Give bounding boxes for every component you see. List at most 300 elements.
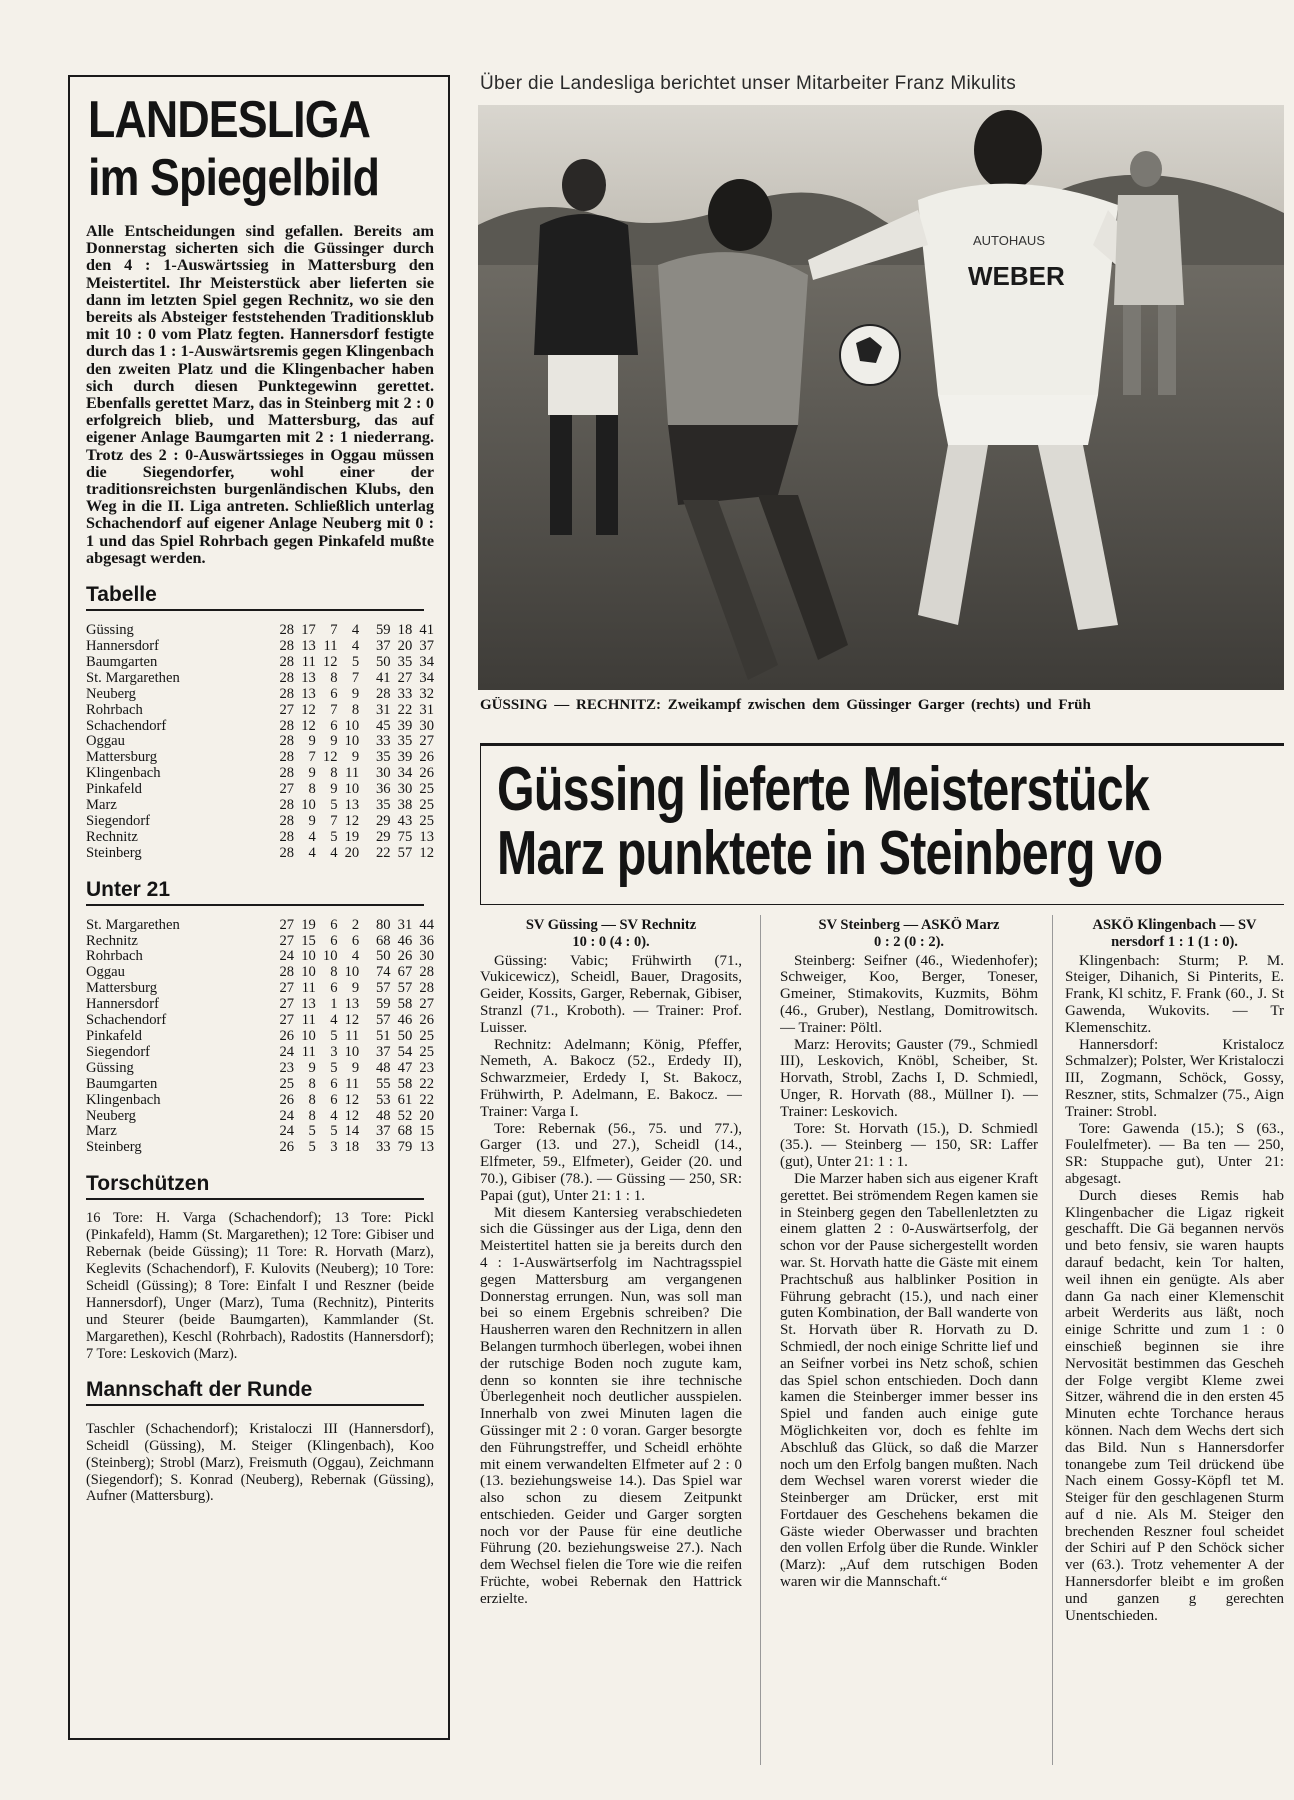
cell-gap — [359, 1045, 369, 1061]
stat-l: 12 — [344, 1107, 360, 1124]
table-row — [86, 798, 434, 814]
cell-gap — [359, 981, 369, 997]
cell-gap — [359, 1061, 369, 1077]
standings-table — [86, 623, 434, 862]
stat-p: 28 — [279, 812, 295, 829]
cell-gap — [359, 1109, 369, 1125]
stat-l: 11 — [345, 1075, 360, 1092]
cell-gap — [359, 798, 369, 814]
stat-ga: 54 — [397, 1043, 413, 1060]
stat-w: 9 — [308, 733, 316, 750]
report-guessing-rechnitz — [480, 917, 742, 1777]
stat-gf: 55 — [375, 1075, 391, 1092]
stat-ga: 61 — [397, 1091, 413, 1108]
stat-l: 10 — [344, 717, 360, 734]
cell-gap — [359, 623, 369, 639]
cell-gap — [359, 719, 369, 735]
stat-pts: 28 — [419, 980, 434, 997]
stat-ga: 22 — [397, 701, 413, 718]
stat-l: 10 — [344, 1043, 360, 1060]
team-name: Steinberg — [86, 1139, 142, 1156]
cell-gap — [359, 687, 369, 703]
stat-d: 6 — [330, 916, 338, 933]
stat-d: 8 — [330, 964, 338, 981]
team-name: Neuberg — [86, 1107, 136, 1124]
team-name: Baumgarten — [86, 1075, 158, 1092]
stat-gf: 30 — [375, 765, 391, 782]
stat-ga: 58 — [397, 996, 413, 1013]
stat-ga: 26 — [397, 948, 413, 965]
table-row — [86, 766, 434, 782]
team-name: St. Margarethen — [86, 916, 180, 933]
stat-d: 6 — [330, 1091, 338, 1108]
table-row — [86, 1093, 434, 1109]
stat-d: 3 — [330, 1043, 338, 1060]
cell-gap — [359, 1093, 369, 1109]
cell-gap — [359, 830, 369, 846]
stat-w: 11 — [301, 653, 316, 670]
stat-d: 4 — [330, 844, 338, 861]
stat-pts: 31 — [419, 701, 434, 718]
stat-w: 13 — [301, 637, 316, 654]
table-row — [86, 830, 434, 846]
stat-l: 12 — [344, 1012, 360, 1029]
team-name: Pinkafeld — [86, 781, 142, 798]
stat-pts: 30 — [419, 717, 434, 734]
cell-gap — [359, 639, 369, 655]
stat-pts: 34 — [419, 669, 434, 686]
stat-w: 19 — [301, 916, 316, 933]
stat-ga: 47 — [397, 1059, 413, 1076]
sidebar-intro: Alle Entscheidungen sind gefallen. Bereits am Donnerstag sicherten sich die Güssinger durch den 4 : 1-Auswärtssieg in Mattersburg den Meistertitel. Ihr Meisterstück aber lieferten sie dann im letzten Spiel gegen Rechnitz, wo sie den bereits als Absteiger feststehenden Traditionsklub mit 10 : 0 vom Platz fegten. Hannersdorf festigte durch das 1 : 1-Auswärtsremis gegen Klingenbach den zweiten Platz und die Klingenbacher haben sich durch diesen Punktegewinn gerettet. Ebenfalls gerettet Marz, das in Steinberg mit 2 : 0 erfolgreich blieb, und Mattersburg, das auf eigener Anlage Baumgarten mit 2 : 1 niederrang. Trotz des 2 : 0-Auswärtssieges in Oggau müssen die Siegendorfer, wohl einer der traditionsreichsten burgenländischen Klubs, den Weg in die II. Liga antreten. Schließlich unterlag Schachendorf auf eigener Anlage Neuberg mit 0 : 1 und das Spiel Rohrbach gegen Pinkafeld mußte abgesagt werden. — [86, 222, 434, 567]
stat-l: 8 — [351, 701, 360, 718]
table-row — [86, 846, 434, 862]
stat-p: 28 — [279, 844, 295, 861]
table-row — [86, 1077, 434, 1093]
cell-gap — [359, 1124, 369, 1140]
stat-p: 27 — [279, 932, 295, 949]
stat-gf: 33 — [375, 733, 391, 750]
stat-w: 5 — [308, 1123, 316, 1140]
stat-gf: 35 — [375, 797, 391, 814]
stat-p: 28 — [279, 717, 295, 734]
column-rule — [1052, 915, 1053, 1765]
team-name: Marz — [86, 797, 117, 814]
stat-d: 4 — [330, 1012, 338, 1029]
stat-w: 11 — [301, 1012, 316, 1029]
stat-gf: 37 — [375, 637, 391, 654]
shirt-sponsor: WEBER — [968, 261, 1065, 291]
stat-d: 5 — [330, 828, 338, 845]
cell-gap — [359, 671, 369, 687]
stat-l: 5 — [351, 653, 360, 670]
stat-d: 11 — [323, 637, 338, 654]
cell-gap — [359, 949, 369, 965]
stat-gf: 50 — [375, 948, 391, 965]
match-heading: SV Güssing — SV Rechnitz 10 : 0 (4 : 0). — [525, 917, 697, 950]
table-row — [86, 1124, 434, 1140]
table-row — [86, 918, 434, 934]
stat-pts: 25 — [419, 1028, 434, 1044]
stat-d: 5 — [330, 1028, 338, 1044]
stat-d: 12 — [322, 653, 338, 670]
stat-w: 11 — [301, 1043, 316, 1060]
stat-gf: 41 — [375, 669, 391, 686]
table-row — [86, 814, 434, 830]
cell-gap — [359, 1013, 369, 1029]
stat-l: 9 — [351, 1059, 360, 1076]
stat-gf: 45 — [375, 717, 391, 734]
stat-d: 8 — [330, 669, 338, 686]
stat-gf: 29 — [375, 812, 391, 829]
stat-ga: 57 — [397, 844, 413, 861]
stat-w: 12 — [301, 717, 316, 734]
stat-l: 12 — [344, 812, 360, 829]
stat-d: 5 — [330, 797, 338, 814]
stat-ga: 50 — [397, 1028, 413, 1044]
byline: Über die Landesliga berichtet unser Mitarbeiter Franz Mikulits — [480, 73, 1017, 94]
cell-gap — [359, 734, 369, 750]
stat-gf: 22 — [375, 844, 391, 861]
stat-p: 27 — [279, 701, 295, 718]
sidebar-title: LANDESLIGA im Spiegelbild — [88, 91, 380, 207]
team-name: Mattersburg — [86, 749, 158, 766]
stat-w: 11 — [301, 980, 316, 997]
stat-p: 27 — [279, 916, 295, 933]
stat-l: 2 — [351, 916, 360, 933]
stat-d: 9 — [330, 781, 338, 798]
stat-w: 8 — [308, 1075, 316, 1092]
table-row — [86, 1013, 434, 1029]
stat-p: 27 — [279, 1012, 295, 1029]
stat-p: 26 — [279, 1139, 295, 1156]
scorers-heading: Torschützen — [86, 1172, 424, 1200]
stat-ga: 35 — [397, 733, 413, 750]
stat-l: 6 — [351, 932, 360, 949]
table-heading: Tabelle — [86, 583, 424, 611]
stat-p: 28 — [279, 749, 295, 766]
stat-pts: 28 — [419, 964, 434, 981]
team-name: Mattersburg — [86, 980, 158, 997]
stat-gf: 57 — [375, 1012, 391, 1029]
cell-gap — [359, 766, 369, 782]
stat-ga: 18 — [397, 622, 413, 639]
goals-summary: Tore: St. Horvath (15.), D. Schmiedl (35.). — Steinberg — 150, SR: Laffer (gut), Unter 21: 1 : 1. — [780, 1120, 1038, 1171]
stat-pts: 36 — [419, 932, 434, 949]
table-row — [86, 965, 434, 981]
match-report: Die Marzer haben sich aus eigener Kraft gerettet. Bei strömendem Regen kamen sie in Steinberg gegen den Tabellenletzten zu einem glatten 2 : 0-Auswärtserfolg, der schon vor der Pause sichergestellt worden war. St. Horvath hatte die Gäste mit einem Prachtschuß aus halblinker Position in Führung gebracht (15.), und nach einer guten Kombination, der Ball wanderte von St. Horvath über R. Horvath zu D. Schmiedl, der noch einige Schritte lief und an Seifner vorbei ins Netz schoß, schien das Spiel schon entschieden. Doch dann kamen die Steinberger immer besser ins Spiel und fanden auch einige gute Möglichkeiten vor, doch es fehlte im Abschluß das Glück, so daß die Marzer noch um den Erfolg bangen mußten. Nach dem Wechsel waren vorerst wieder die Steinberger am Drücker, erst mit Fortdauer des Geschehens bekamen die Gäste wieder Oberwasser und brachten den vollen Erfolg über die Runde. Winkler (Marz): „Auf dem rutschigen Boden waren wir die Mannschaft.“ — [780, 1170, 1038, 1591]
stat-p: 28 — [279, 765, 295, 782]
stat-l: 20 — [344, 844, 360, 861]
stat-w: 9 — [308, 765, 316, 782]
stat-pts: 44 — [419, 916, 434, 933]
team-name: St. Margarethen — [86, 669, 180, 686]
stat-l: 13 — [344, 797, 360, 814]
stat-gf: 48 — [375, 1107, 391, 1124]
table-row — [86, 782, 434, 798]
cell-gap — [359, 1029, 369, 1045]
stat-gf: 51 — [375, 1028, 391, 1044]
stat-p: 27 — [279, 996, 295, 1013]
table-row — [86, 671, 434, 687]
stat-w: 15 — [301, 932, 316, 949]
stat-w: 4 — [308, 828, 316, 845]
stat-w: 8 — [308, 1107, 316, 1124]
table-row — [86, 997, 434, 1013]
stat-w: 13 — [301, 669, 316, 686]
stat-pts: 25 — [419, 797, 434, 814]
stat-gf: 59 — [375, 996, 391, 1013]
stat-p: 28 — [279, 653, 295, 670]
stat-w: 13 — [301, 996, 316, 1013]
stat-l: 19 — [344, 828, 360, 845]
team-of-round-text: Taschler (Schachendorf); Kristaloczi III (Hannersdorf), Scheidl (Güssing), M. Steiger (Klingenbach), Koo (Steinberg); Strobl (Marz), Freismuth (Oggau), Zeichmann (Siegendorf); S. Konrad (Neuberg), Rebernak (Güssing), Aufner (Mattersburg). — [86, 1420, 434, 1505]
stat-p: 28 — [279, 637, 295, 654]
stat-d: 6 — [330, 685, 338, 702]
team-of-round-heading: Mannschaft der Runde — [86, 1378, 424, 1406]
stat-l: 10 — [344, 964, 360, 981]
table-row — [86, 1109, 434, 1125]
cell-gap — [359, 918, 369, 934]
stat-w: 8 — [308, 781, 316, 798]
team-name: Rohrbach — [86, 948, 143, 965]
stat-d: 5 — [330, 1123, 338, 1140]
stat-gf: 37 — [375, 1043, 391, 1060]
stat-l: 11 — [345, 1028, 360, 1044]
lineup-steinberg: Steinberg: Seifner (46., Wiedenhofer); Schweiger, Koo, Berger, Toneser, Gmeiner, Stimakovits, Kuzmits, Böhm (46., Gruber), Nestlang, Domitrowitsch. — Trainer: Pöltl. — [780, 952, 1038, 1036]
stat-l: 4 — [351, 948, 360, 965]
stat-gf: 29 — [375, 828, 391, 845]
lineup-marz: Marz: Herovits; Gauster (79., Schmiedl III), Leskovich, Knöbl, Scheiber, St. Horvath, Strobl, Zachs I, D. Schmiedl, Unger, R. Horvath (88., Müllner I). — Trainer: Leskovich. — [780, 1036, 1038, 1120]
stat-ga: 67 — [397, 964, 413, 981]
stat-pts: 25 — [419, 781, 434, 798]
lineup-klingenbach: Klingenbach: Sturm; P. M. Steiger, Dihanich, Si Pinterits, E. Frank, Kl schitz, F. Frank (60., J. St Gawenda, Wukovits. — Tr Klemenschitz. — [1065, 952, 1284, 1036]
stat-p: 24 — [279, 1043, 295, 1060]
cell-gap — [359, 1140, 369, 1156]
u21-heading: Unter 21 — [86, 878, 424, 906]
match-heading: ASKÖ Klingenbach — SV nersdorf 1 : 1 (1 : 0). — [1092, 917, 1257, 950]
stat-w: 9 — [308, 812, 316, 829]
stat-d: 6 — [330, 717, 338, 734]
stat-p: 28 — [279, 733, 295, 750]
table-row — [86, 934, 434, 950]
stat-l: 4 — [351, 637, 360, 654]
stat-gf: 28 — [375, 685, 391, 702]
stat-ga: 39 — [397, 717, 413, 734]
table-row — [86, 639, 434, 655]
stat-d: 5 — [330, 1059, 338, 1076]
stat-gf: 68 — [375, 932, 391, 949]
cell-gap — [359, 846, 369, 862]
table-row — [86, 1061, 434, 1077]
cell-gap — [359, 1077, 369, 1093]
stat-pts: 13 — [419, 828, 434, 845]
scorers-text: 16 Tore: H. Varga (Schachendorf); 13 Tore: Pickl (Pinkafeld), Hamm (St. Margarethen); 12 Tore: Gibiser und Rebernak (beide Güssing); 11 Tore: R. Horvath (Marz), Keglevits (Schachendorf), F. Kulovits (Neuberg); 10 Tore: Scheidl (Güssing); 8 Tore: Einfalt I und Reszner (beide Hannersdorf), Unger (Marz), Tuma (Rechnitz), Pinterits und Steurer (beide Baumgarten), Kammlander (St. Margarethen), Keschl (Rohrbach), Radostits (Hannersdorf); 7 Tore: Leskovich (Marz). — [86, 1210, 434, 1362]
stat-l: 4 — [351, 622, 360, 639]
team-name: Oggau — [86, 733, 125, 750]
stat-d: 7 — [330, 701, 338, 718]
stat-w: 10 — [301, 964, 316, 981]
main-headline: Güssing lieferte Meisterstück Marz punktete in Steinberg vo — [497, 755, 1163, 888]
stat-p: 28 — [279, 828, 295, 845]
cell-gap — [359, 782, 369, 798]
stat-l: 7 — [351, 669, 360, 686]
stat-gf: 31 — [375, 701, 391, 718]
stat-d: 9 — [330, 733, 338, 750]
column-rule — [760, 915, 761, 1765]
stat-gf: 59 — [375, 622, 391, 639]
stat-ga: 52 — [397, 1107, 413, 1124]
lineup-hannersdorf: Hannersdorf: Kristalocz Schmalzer); Polster, Wer Kristaloczi III, Zogmann, Schöck, Gossy, Reszner, stits, Schmalzer (75., Aign Trainer: Strobl. — [1065, 1036, 1284, 1120]
team-name: Baumgarten — [86, 653, 158, 670]
team-name: Siegendorf — [86, 812, 151, 829]
u21-standings-table — [86, 918, 434, 1157]
stat-l: 9 — [351, 685, 360, 702]
stat-d: 12 — [322, 749, 338, 766]
team-name: Siegendorf — [86, 1043, 151, 1060]
stat-pts: 25 — [419, 812, 434, 829]
stat-gf: 50 — [375, 653, 391, 670]
team-name: Oggau — [86, 964, 125, 981]
stat-w: 10 — [301, 1028, 316, 1044]
stat-gf: 53 — [375, 1091, 391, 1108]
table-row — [86, 1140, 434, 1156]
stat-ga: 20 — [397, 637, 413, 654]
stat-p: 28 — [279, 797, 295, 814]
stat-d: 7 — [330, 622, 338, 639]
cell-gap — [359, 703, 369, 719]
stat-w: 9 — [308, 1059, 316, 1076]
stat-p: 28 — [279, 685, 295, 702]
stat-ga: 38 — [397, 797, 413, 814]
stat-l: 13 — [344, 996, 360, 1013]
table-row — [86, 687, 434, 703]
lineup-guessing: Güssing: Vabic; Frühwirth (71., Vukicewicz), Scheidl, Bauer, Dragosits, Geider, Kossits, Garger, Rebernak, Gibiser, Stranzl (71., Kroboth). — Trainer: Prof. Luisser. — [480, 952, 742, 1036]
team-name: Rechnitz — [86, 932, 138, 949]
team-name: Hannersdorf — [86, 996, 159, 1013]
headline-box — [480, 743, 1284, 905]
match-report: Durch dieses Remis hab Klingenbacher die Ligaz rigkeit geschafft. Die Gä begannen nervös und beto fensiv, sie waren haupts darauf bedacht, kein Tor halten, weil ihnen ein genügte. Als aber dann Ga nach einer Klemenschit arbeit Werderits aus läßt, noch einige Schritte und zum 1 : 0 einschieß beginnen sie ihre Nervosität bestimmen das Gescheh der Folge vergibt Kleme zwei Sitzer, während die in den ersten 45 Minuten echte Torchance heraus können. Nach dem Wechs dert sich das Bild. Nun s Hannersdorfer tonangebe zum Teil drückend übe Nach einem Gossy-Köpfl tet M. Steiger für den geschlagenen Sturm auf d nie. Als M. Steiger den brechenden Reszner foul scheidet der Schiri auf P den Schöck sicher ver (63.). Trotz vehementer A der Hannersdorfer bleibt e im großen und ganzen g gerechten Unentschieden. — [1065, 1187, 1284, 1624]
stat-w: 17 — [301, 622, 316, 639]
team-name: Steinberg — [86, 844, 142, 861]
stat-ga: 58 — [397, 1075, 413, 1092]
team-name: Marz — [86, 1123, 117, 1140]
cell-gap — [359, 750, 369, 766]
stat-ga: 33 — [397, 685, 413, 702]
cell-gap — [359, 814, 369, 830]
stat-pts: 32 — [419, 685, 434, 702]
cell-gap — [359, 965, 369, 981]
stat-pts: 22 — [419, 1075, 434, 1092]
stat-ga: 68 — [397, 1123, 413, 1140]
report-steinberg-marz — [780, 917, 1038, 1777]
stat-gf: 37 — [375, 1123, 391, 1140]
stat-ga: 75 — [397, 828, 413, 845]
team-name: Güssing — [86, 1059, 134, 1076]
stat-p: 27 — [279, 781, 295, 798]
cell-gap — [359, 934, 369, 950]
stat-l: 18 — [344, 1139, 360, 1156]
shirt-sponsor-small: AUTOHAUS — [973, 233, 1045, 248]
stat-w: 8 — [308, 1091, 316, 1108]
stat-pts: 12 — [419, 844, 434, 861]
stat-p: 23 — [279, 1059, 295, 1076]
stat-d: 1 — [330, 996, 338, 1013]
match-report: Mit diesem Kantersieg verabschiedeten sich die Güssinger aus der Liga, denn den Meistertitel hatten sie ja bereits durch den 4 : 1-Auswärtserfolg im Nachtragsspiel gegen Mattersburg am vergangenen Donnerstag errungen. Nun, was soll man bei so einem Ergebnis schreiben? Die Hausherren waren den Rechnitzern in allen Belangen turmhoch überlegen, wobei ihnen der rutschige Boden noch zugute kam, denn so konnten sie ihre technische Überlegenheit noch deutlicher ausspielen. Innerhalb von zwei Minuten lagen die Güssinger mit 2 : 0 voran. Garger besorgte den Führungstreffer, und Scheidl erhöhte mit einem verwandelten Elfmeter auf 2 : 0 (13. beziehungsweise 14.). Das Spiel war also schon zu diesem Zeitpunkt entschieden. Geider und Garger sorgten noch vor der Pause für eine deutliche Führung (20. beziehungsweise 27.). Nach dem Wechsel fielen die Tore wie die reifen Früchte, wobei Rebernak den Hattrick erzielte. — [480, 1204, 742, 1607]
team-name: Klingenbach — [86, 1091, 161, 1108]
stat-l: 10 — [344, 781, 360, 798]
stat-gf: 48 — [375, 1059, 391, 1076]
stat-ga: 34 — [397, 765, 413, 782]
stat-gf: 57 — [375, 980, 391, 997]
stat-l: 14 — [344, 1123, 360, 1140]
stat-w: 10 — [301, 797, 316, 814]
team-name: Rechnitz — [86, 828, 138, 845]
stat-d: 3 — [330, 1139, 338, 1156]
stat-ga: 57 — [397, 980, 413, 997]
stat-w: 4 — [308, 844, 316, 861]
stat-ga: 30 — [397, 781, 413, 798]
stat-pts: 23 — [419, 1059, 434, 1076]
stat-d: 6 — [330, 1075, 338, 1092]
table-row — [86, 1029, 434, 1045]
stat-p: 24 — [279, 1123, 295, 1140]
stat-p: 28 — [279, 669, 295, 686]
team-name: Güssing — [86, 622, 134, 639]
stat-p: 26 — [279, 1091, 295, 1108]
stat-gf: 33 — [375, 1139, 391, 1156]
table-row — [86, 981, 434, 997]
stat-d: 4 — [330, 1107, 338, 1124]
stat-p: 24 — [279, 948, 295, 965]
stat-l: 9 — [351, 980, 360, 997]
stat-pts: 30 — [419, 948, 434, 965]
stat-l: 10 — [344, 733, 360, 750]
stat-pts: 25 — [419, 1043, 434, 1060]
stat-p: 28 — [279, 622, 295, 639]
stat-d: 6 — [330, 980, 338, 997]
cell-gap — [359, 997, 369, 1013]
table-row — [86, 719, 434, 735]
stat-pts: 22 — [419, 1091, 434, 1108]
stat-pts: 27 — [419, 733, 434, 750]
team-name: Hannersdorf — [86, 637, 159, 654]
stat-ga: 31 — [397, 916, 413, 933]
table-row — [86, 703, 434, 719]
table-row — [86, 734, 434, 750]
goals-summary: Tore: Rebernak (56., 75. und 77.), Garger (13. und 27.), Scheidl (14., Elfmeter, 59., Elfmeter), Geider (20. und 70.), Gibiser (78.). — Güssing — 250, SR: Papai (gut), Unter 21: 1 : 1. — [480, 1120, 742, 1204]
table-row — [86, 623, 434, 639]
stat-pts: 27 — [419, 996, 434, 1013]
stat-pts: 34 — [419, 653, 434, 670]
match-heading: SV Steinberg — ASKÖ Marz 0 : 2 (0 : 2). — [818, 917, 1000, 950]
stat-p: 26 — [279, 1028, 295, 1044]
stat-w: 12 — [301, 701, 316, 718]
team-name: Rohrbach — [86, 701, 143, 718]
stat-pts: 26 — [419, 765, 434, 782]
table-row — [86, 949, 434, 965]
stat-gf: 80 — [375, 916, 391, 933]
stat-ga: 43 — [397, 812, 413, 829]
stat-ga: 46 — [397, 932, 413, 949]
report-klingenbach-hannersdorf — [1065, 917, 1284, 1777]
photo-caption: GÜSSING — RECHNITZ: Zweikampf zwischen dem Güssinger Garger (rechts) und Früh — [480, 697, 1091, 713]
cell-gap — [359, 655, 369, 671]
team-name: Schachendorf — [86, 717, 167, 734]
stat-w: 13 — [301, 685, 316, 702]
stat-w: 5 — [308, 1139, 316, 1156]
stat-pts: 26 — [419, 749, 434, 766]
